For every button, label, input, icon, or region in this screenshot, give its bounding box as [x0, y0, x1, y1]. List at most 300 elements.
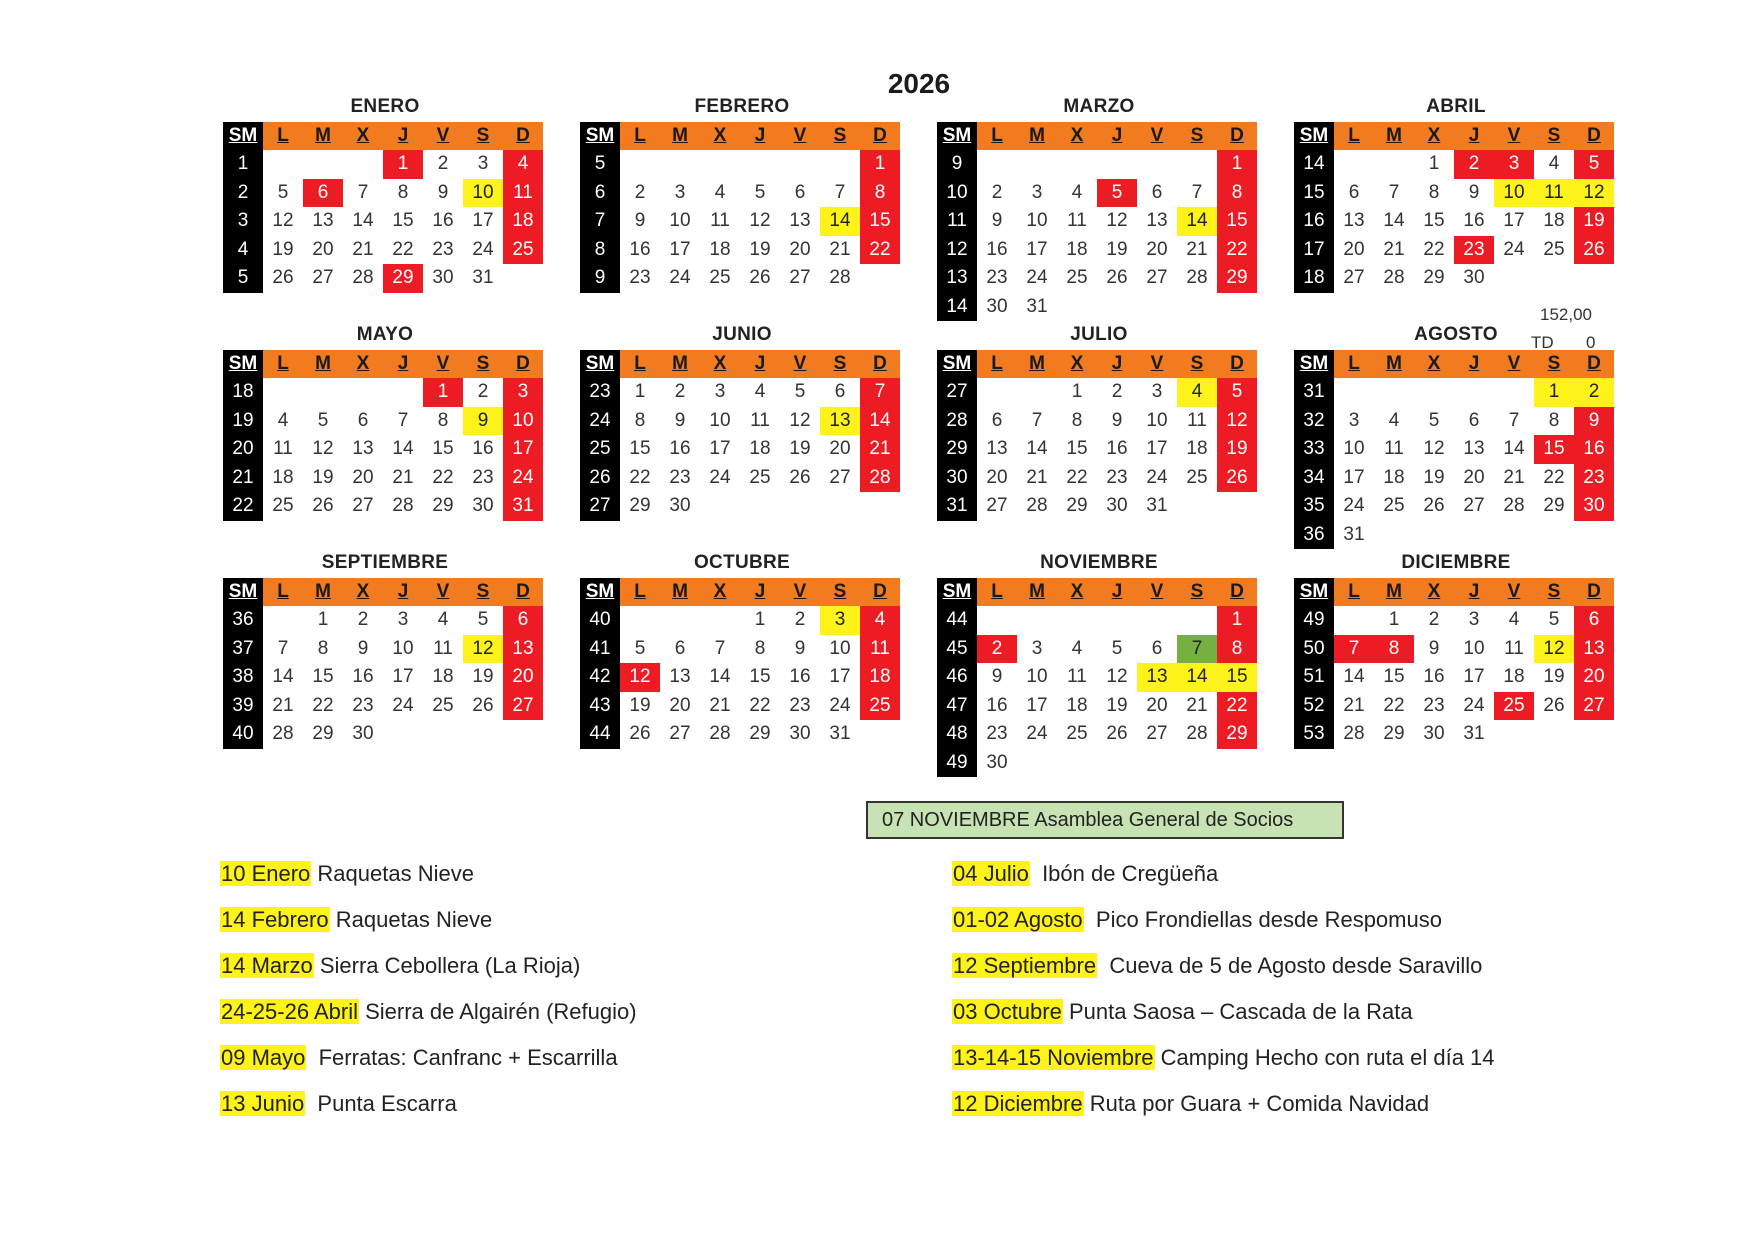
- empty-cell: [820, 150, 860, 179]
- day-cell: 17: [1463, 666, 1485, 687]
- day-cell: 5: [1548, 609, 1560, 630]
- day-cell: 18: [709, 238, 731, 260]
- weekday-header: S: [463, 578, 503, 606]
- week-row: [937, 207, 1261, 236]
- weekday-header: S: [463, 350, 503, 378]
- day-cell: 11: [710, 210, 730, 231]
- weekday-header: X: [1414, 350, 1454, 378]
- week-number-header: SM: [580, 578, 620, 606]
- event-date: 13-14-15 Noviembre: [953, 1045, 1154, 1070]
- day-cell: 2: [1428, 609, 1440, 630]
- event-item: [220, 996, 637, 1042]
- weekday-header: X: [700, 122, 740, 150]
- event-item: [220, 904, 637, 950]
- day-cell: 23: [629, 267, 651, 288]
- day-cell: 9: [357, 637, 369, 659]
- day-cell: 9: [1468, 181, 1480, 203]
- day-cell: 2: [1111, 381, 1123, 402]
- weekday-header: J: [740, 350, 780, 378]
- weekday-header: D: [860, 122, 900, 150]
- weekday-header: M: [1374, 350, 1414, 378]
- week-row: [937, 236, 1261, 265]
- week-row: [580, 264, 904, 293]
- day-cell: 24: [1146, 466, 1168, 488]
- day-cell: 31: [503, 492, 543, 521]
- empty-cell: [1217, 492, 1257, 521]
- empty-cell: [1097, 293, 1137, 322]
- week-number: 5: [580, 150, 620, 179]
- day-cell: 17: [1343, 466, 1365, 488]
- weekday-header-row: [1294, 578, 1618, 606]
- empty-cell: [1334, 378, 1374, 407]
- month-name: DICIEMBRE: [1401, 552, 1511, 573]
- day-cell: 15: [860, 207, 900, 236]
- day-cell: 25: [1543, 238, 1565, 260]
- week-row: [937, 150, 1261, 179]
- month-name: ABRIL: [1426, 96, 1486, 117]
- day-cell: 30: [1106, 495, 1128, 516]
- week-row: [1294, 521, 1618, 550]
- day-cell: 16: [789, 666, 811, 687]
- empty-cell: [1494, 378, 1534, 407]
- day-cell: 31: [1026, 295, 1048, 317]
- empty-cell: [1177, 492, 1217, 521]
- day-cell: 27: [1574, 692, 1614, 721]
- weekday-header: D: [503, 578, 543, 606]
- day-cell: 25: [709, 267, 731, 288]
- day-cell: 14: [820, 207, 860, 236]
- weekday-header: L: [977, 350, 1017, 378]
- day-cell: 29: [383, 264, 423, 293]
- month-name: JULIO: [1070, 324, 1128, 345]
- week-number: 31: [937, 492, 977, 521]
- day-cell: 14: [1177, 663, 1217, 692]
- week-number: 41: [580, 635, 620, 664]
- day-cell: 31: [1463, 723, 1485, 744]
- event-date: 14 Febrero: [221, 907, 329, 932]
- day-cell: 25: [272, 495, 294, 516]
- day-cell: 10: [463, 179, 503, 208]
- day-cell: 10: [1026, 666, 1048, 687]
- empty-cell: [1574, 720, 1614, 749]
- day-cell: 3: [674, 181, 686, 203]
- day-cell: 28: [1503, 495, 1525, 516]
- weekday-header: D: [860, 350, 900, 378]
- weekday-header: X: [1057, 350, 1097, 378]
- day-cell: 31: [1343, 523, 1365, 545]
- day-cell: 27: [1146, 267, 1168, 288]
- week-row: [1294, 635, 1618, 664]
- day-cell: 8: [634, 409, 646, 431]
- empty-cell: [1097, 749, 1137, 778]
- event-description: Raquetas Nieve: [329, 907, 493, 932]
- day-cell: 18: [503, 207, 543, 236]
- day-cell: 5: [794, 381, 806, 402]
- day-cell: 12: [620, 663, 660, 692]
- weekday-header-row: [1294, 122, 1618, 150]
- empty-cell: [1494, 264, 1534, 293]
- day-cell: 18: [432, 666, 454, 687]
- week-row: [223, 492, 547, 521]
- day-cell: 30: [472, 495, 494, 516]
- week-row: [1294, 207, 1618, 236]
- weekday-header-row: [223, 578, 547, 606]
- day-cell: 11: [750, 409, 770, 431]
- week-row: [223, 150, 547, 179]
- week-row: [937, 606, 1261, 635]
- day-cell: 27: [503, 692, 543, 721]
- day-cell: 11: [1067, 666, 1087, 687]
- empty-cell: [740, 150, 780, 179]
- day-cell: 11: [1534, 179, 1574, 208]
- weekday-header: M: [1017, 122, 1057, 150]
- day-cell: 5: [277, 181, 289, 203]
- day-cell: 2: [794, 609, 806, 630]
- day-cell: 7: [834, 181, 846, 203]
- day-cell: 20: [789, 238, 811, 260]
- empty-cell: [860, 720, 900, 749]
- day-cell: 16: [986, 238, 1008, 260]
- day-cell: 5: [1217, 378, 1257, 407]
- day-cell: 9: [1111, 409, 1123, 431]
- day-cell: 13: [986, 438, 1008, 459]
- empty-cell: [263, 378, 303, 407]
- weekday-header: D: [860, 578, 900, 606]
- empty-cell: [1017, 749, 1057, 778]
- week-row: [937, 293, 1261, 322]
- day-cell: 12: [1217, 407, 1257, 436]
- day-cell: 10: [709, 409, 731, 431]
- day-cell: 20: [312, 238, 334, 260]
- day-cell: 15: [629, 438, 651, 459]
- day-cell: 11: [433, 637, 453, 659]
- week-number: 18: [1294, 264, 1334, 293]
- day-cell: 1: [1388, 609, 1400, 630]
- day-cell: 22: [1066, 466, 1088, 488]
- week-number: 20: [223, 435, 263, 464]
- day-cell: 7: [397, 409, 409, 431]
- day-cell: 5: [477, 609, 489, 630]
- note-td-label: TD: [1531, 333, 1554, 352]
- empty-cell: [820, 492, 860, 521]
- day-cell: 2: [1454, 150, 1494, 179]
- empty-cell: [977, 606, 1017, 635]
- day-cell: 30: [432, 267, 454, 288]
- weekday-header: M: [660, 122, 700, 150]
- week-number: 15: [1294, 179, 1334, 208]
- day-cell: 7: [860, 378, 900, 407]
- day-cell: 1: [423, 378, 463, 407]
- day-cell: 21: [352, 238, 374, 260]
- day-cell: 21: [1383, 238, 1405, 260]
- day-cell: 20: [503, 663, 543, 692]
- empty-cell: [503, 720, 543, 749]
- day-cell: 10: [1026, 210, 1048, 231]
- weekday-header: M: [303, 578, 343, 606]
- week-number: 37: [223, 635, 263, 664]
- empty-cell: [343, 378, 383, 407]
- day-cell: 22: [1543, 466, 1565, 488]
- week-number: 44: [580, 720, 620, 749]
- day-cell: 21: [1186, 694, 1208, 716]
- day-cell: 13: [503, 635, 543, 664]
- weekday-header: J: [383, 122, 423, 150]
- day-cell: 5: [634, 637, 646, 659]
- day-cell: 18: [749, 438, 771, 459]
- month-name: MAYO: [356, 324, 414, 345]
- week-number: 31: [1294, 378, 1334, 407]
- weekday-header: M: [1374, 122, 1414, 150]
- month-diciembre: [1294, 552, 1618, 749]
- day-cell: 26: [1423, 495, 1445, 516]
- empty-cell: [1017, 606, 1057, 635]
- weekday-header-row: [937, 122, 1261, 150]
- day-cell: 16: [352, 666, 374, 687]
- day-cell: 9: [437, 181, 449, 203]
- week-row: [580, 207, 904, 236]
- day-cell: 26: [272, 267, 294, 288]
- empty-cell: [503, 264, 543, 293]
- day-cell: 26: [1574, 236, 1614, 265]
- event-item: [220, 950, 637, 996]
- event-item: [952, 950, 1495, 996]
- day-cell: 13: [312, 210, 334, 231]
- month-name: FEBRERO: [694, 96, 790, 117]
- day-cell: 23: [352, 694, 374, 716]
- week-row: [580, 692, 904, 721]
- week-row: [1294, 435, 1618, 464]
- week-row: [580, 378, 904, 407]
- week-number-header: SM: [1294, 350, 1334, 378]
- week-row: [1294, 236, 1618, 265]
- day-cell: 21: [392, 466, 414, 488]
- empty-cell: [1177, 150, 1217, 179]
- day-cell: 1: [1217, 606, 1257, 635]
- day-cell: 29: [1217, 264, 1257, 293]
- week-row: [937, 720, 1261, 749]
- week-number: 17: [1294, 236, 1334, 265]
- week-row: [223, 207, 547, 236]
- empty-cell: [700, 606, 740, 635]
- day-cell: 12: [1574, 179, 1614, 208]
- day-cell: 9: [991, 666, 1003, 687]
- day-cell: 21: [1503, 466, 1525, 488]
- weekday-header: V: [780, 350, 820, 378]
- month-name: NOVIEMBRE: [1040, 552, 1158, 573]
- empty-cell: [1017, 378, 1057, 407]
- day-cell: 28: [709, 723, 731, 744]
- event-item: [952, 858, 1495, 904]
- day-cell: 3: [503, 378, 543, 407]
- day-cell: 25: [1494, 692, 1534, 721]
- day-cell: 16: [986, 694, 1008, 716]
- week-number: 47: [937, 692, 977, 721]
- day-cell: 22: [392, 238, 414, 260]
- day-cell: 7: [1334, 635, 1374, 664]
- day-cell: 14: [1503, 438, 1525, 459]
- event-item: [220, 1042, 637, 1088]
- weekday-header: X: [1414, 578, 1454, 606]
- event-description: Punta Escarra: [305, 1091, 457, 1116]
- week-number: 48: [937, 720, 977, 749]
- day-cell: 28: [1383, 267, 1405, 288]
- day-cell: 23: [472, 466, 494, 488]
- day-cell: 27: [1146, 723, 1168, 744]
- week-number: 4: [223, 236, 263, 265]
- month-octubre: [580, 552, 904, 749]
- week-row: [1294, 692, 1618, 721]
- day-cell: 20: [1574, 663, 1614, 692]
- day-cell: 16: [1106, 438, 1128, 459]
- day-cell: 6: [1348, 181, 1360, 203]
- day-cell: 12: [463, 635, 503, 664]
- empty-cell: [1334, 606, 1374, 635]
- day-cell: 15: [1534, 435, 1574, 464]
- day-cell: 4: [1548, 153, 1560, 174]
- empty-cell: [1334, 150, 1374, 179]
- weekday-header: L: [620, 350, 660, 378]
- day-cell: 9: [794, 637, 806, 659]
- event-item: [220, 858, 637, 904]
- day-cell: 26: [749, 267, 771, 288]
- day-cell: 6: [794, 181, 806, 203]
- weekday-header: D: [1574, 122, 1614, 150]
- weekday-header: S: [820, 578, 860, 606]
- week-row: [223, 663, 547, 692]
- day-cell: 28: [1343, 723, 1365, 744]
- day-cell: 20: [986, 466, 1008, 488]
- day-cell: 28: [272, 723, 294, 744]
- day-cell: 13: [1463, 438, 1485, 459]
- weekday-header: V: [1137, 122, 1177, 150]
- day-cell: 12: [789, 409, 811, 431]
- day-cell: 3: [397, 609, 409, 630]
- empty-cell: [1534, 264, 1574, 293]
- weekday-header: V: [1494, 350, 1534, 378]
- event-description: Punta Saosa – Cascada de la Rata: [1062, 999, 1413, 1024]
- day-cell: 18: [1503, 666, 1525, 687]
- empty-cell: [1374, 521, 1414, 550]
- day-cell: 22: [312, 694, 334, 716]
- day-cell: 29: [1066, 495, 1088, 516]
- week-row: [223, 435, 547, 464]
- day-cell: 3: [1031, 181, 1043, 203]
- week-number: 39: [223, 692, 263, 721]
- weekday-header: M: [303, 350, 343, 378]
- day-cell: 18: [1543, 210, 1565, 231]
- empty-cell: [1534, 521, 1574, 550]
- day-cell: 26: [629, 723, 651, 744]
- month-abril: [1294, 96, 1618, 293]
- day-cell: 18: [1383, 466, 1405, 488]
- weekday-header: L: [1334, 578, 1374, 606]
- day-cell: 14: [1383, 210, 1405, 231]
- event-item: [952, 1088, 1495, 1134]
- day-cell: 1: [860, 150, 900, 179]
- day-cell: 30: [1423, 723, 1445, 744]
- day-cell: 2: [977, 635, 1017, 664]
- weekday-header: L: [977, 578, 1017, 606]
- week-row: [223, 720, 547, 749]
- week-row: [580, 635, 904, 664]
- day-cell: 10: [829, 637, 851, 659]
- weekday-header: J: [1454, 350, 1494, 378]
- day-cell: 20: [1343, 238, 1365, 260]
- empty-cell: [1534, 720, 1574, 749]
- day-cell: 20: [1146, 238, 1168, 260]
- day-cell: 26: [1106, 267, 1128, 288]
- empty-cell: [1057, 150, 1097, 179]
- day-cell: 12: [1423, 438, 1445, 459]
- day-cell: 21: [1026, 466, 1048, 488]
- month-junio: [580, 324, 904, 521]
- week-number: 27: [937, 378, 977, 407]
- weekday-header-row: [937, 350, 1261, 378]
- weekday-header: M: [660, 350, 700, 378]
- month-noviembre: [937, 552, 1261, 777]
- day-cell: 6: [357, 409, 369, 431]
- day-cell: 24: [709, 466, 731, 488]
- week-row: [937, 663, 1261, 692]
- week-row: [937, 179, 1261, 208]
- week-number: 12: [937, 236, 977, 265]
- day-cell: 7: [357, 181, 369, 203]
- week-number: 25: [580, 435, 620, 464]
- day-cell: 6: [1468, 409, 1480, 431]
- weekday-header: D: [1217, 350, 1257, 378]
- empty-cell: [263, 150, 303, 179]
- week-number: 32: [1294, 407, 1334, 436]
- week-number: 11: [937, 207, 977, 236]
- weekday-header: V: [423, 122, 463, 150]
- day-cell: 2: [437, 153, 449, 174]
- week-row: [580, 150, 904, 179]
- day-cell: 7: [1177, 635, 1217, 664]
- day-cell: 16: [432, 210, 454, 231]
- event-description: Sierra de Algairén (Refugio): [358, 999, 637, 1024]
- weekday-header: X: [343, 122, 383, 150]
- day-cell: 4: [503, 150, 543, 179]
- empty-cell: [740, 492, 780, 521]
- day-cell: 13: [1137, 663, 1177, 692]
- day-cell: 10: [1343, 438, 1365, 459]
- week-row: [223, 378, 547, 407]
- week-row: [1294, 179, 1618, 208]
- week-number: 27: [580, 492, 620, 521]
- empty-cell: [1137, 150, 1177, 179]
- week-number: 10: [937, 179, 977, 208]
- day-cell: 25: [749, 466, 771, 488]
- day-cell: 24: [472, 238, 494, 260]
- week-row: [580, 179, 904, 208]
- day-cell: 26: [1217, 464, 1257, 493]
- day-cell: 29: [312, 723, 334, 744]
- day-cell: 4: [1388, 409, 1400, 431]
- month-septiembre: [223, 552, 547, 749]
- day-cell: 21: [1186, 238, 1208, 260]
- day-cell: 14: [392, 438, 414, 459]
- day-cell: 15: [1383, 666, 1405, 687]
- day-cell: 1: [1217, 150, 1257, 179]
- week-number: 34: [1294, 464, 1334, 493]
- weekday-header: J: [383, 578, 423, 606]
- empty-cell: [1414, 521, 1454, 550]
- empty-cell: [1374, 378, 1414, 407]
- day-cell: 29: [1543, 495, 1565, 516]
- day-cell: 7: [277, 637, 289, 659]
- day-cell: 30: [1463, 267, 1485, 288]
- week-number: 13: [937, 264, 977, 293]
